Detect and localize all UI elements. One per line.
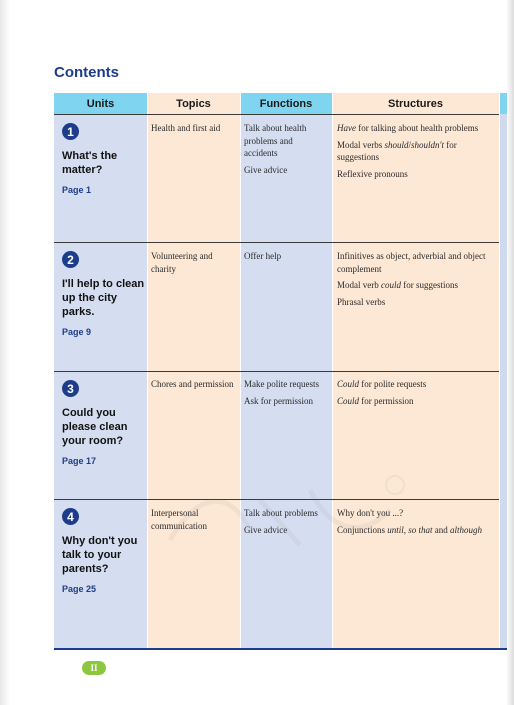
unit-page-link[interactable]: Page 1 (62, 185, 92, 195)
topics-cell (151, 250, 235, 279)
unit-number-badge: 3 (62, 380, 79, 397)
topic-text: Chores and permission (151, 379, 234, 389)
header-topics: Topics (147, 93, 240, 114)
topic-text: Health and first aid (151, 123, 221, 133)
structures-cell (337, 250, 495, 312)
structure-text: Infinitives as object, adverbial and object complement (337, 251, 486, 274)
unit-cell (62, 380, 146, 466)
page-shadow-left (0, 0, 10, 705)
header-structures: Structures (332, 93, 499, 114)
function-text: Make polite requests (244, 379, 319, 389)
function-text: Talk about health problems and accidents (244, 123, 307, 158)
functions-cell (244, 122, 328, 180)
unit-number-badge: 2 (62, 251, 79, 268)
unit-cell (62, 508, 146, 594)
header-edge-tab (499, 93, 507, 114)
function-text: Talk about problems (244, 508, 318, 518)
unit-page-link[interactable]: Page 25 (62, 584, 97, 594)
structures-cell (337, 122, 495, 184)
contents-table (54, 93, 507, 649)
unit-title: Could you please clean your room? (62, 407, 128, 447)
page-shadow-right (506, 0, 514, 705)
unit-number-badge: 4 (62, 508, 79, 525)
topic-text: Interpersonal communication (151, 508, 207, 531)
structure-text: Could for polite requests (337, 379, 427, 389)
unit-number-badge: 1 (62, 123, 79, 140)
page-number-tab: II (82, 661, 106, 675)
header-functions: Functions (240, 93, 332, 114)
row-divider (54, 371, 499, 372)
publisher-watermark (160, 470, 420, 560)
unit-cell (62, 251, 146, 337)
topics-cell (151, 122, 235, 139)
page-title: Contents (54, 64, 119, 81)
structure-text: Have for talking about health problems (337, 123, 479, 133)
functions-cell (244, 250, 328, 267)
function-text: Offer help (244, 251, 282, 261)
structure-text: Modal verbs should/shouldn't for suggestions (337, 139, 457, 162)
unit-title: What's the matter? (62, 150, 118, 176)
unit-page-link[interactable]: Page 17 (62, 456, 97, 466)
functions-cell (244, 378, 328, 411)
unit-page-link[interactable]: Page 9 (62, 327, 92, 337)
topics-cell (151, 378, 235, 395)
edge-tab-column (499, 114, 507, 649)
unit-title: Why don't you talk to your parents? (62, 535, 138, 575)
structure-text: Why don't you ...? (337, 508, 404, 518)
unit-title: I'll help to clean up the city parks. (62, 278, 145, 318)
function-text: Ask for permission (244, 395, 313, 406)
structures-cell (337, 378, 495, 411)
structure-text: Reflexive pronouns (337, 168, 408, 179)
row-divider (54, 242, 499, 243)
column-divider (499, 93, 500, 649)
table-bottom-rule (54, 648, 507, 650)
function-text: Give advice (244, 164, 288, 175)
row-divider (54, 114, 499, 115)
structure-text: Could for permission (337, 395, 414, 406)
unit-cell (62, 123, 146, 195)
topic-text: Volunteering and charity (151, 251, 213, 274)
structure-text: Phrasal verbs (337, 296, 386, 307)
header-units: Units (54, 93, 147, 114)
structure-text: Modal verb could for suggestions (337, 280, 458, 290)
structure-text: Conjunctions until, so that and although (337, 524, 483, 535)
function-text: Give advice (244, 524, 288, 535)
